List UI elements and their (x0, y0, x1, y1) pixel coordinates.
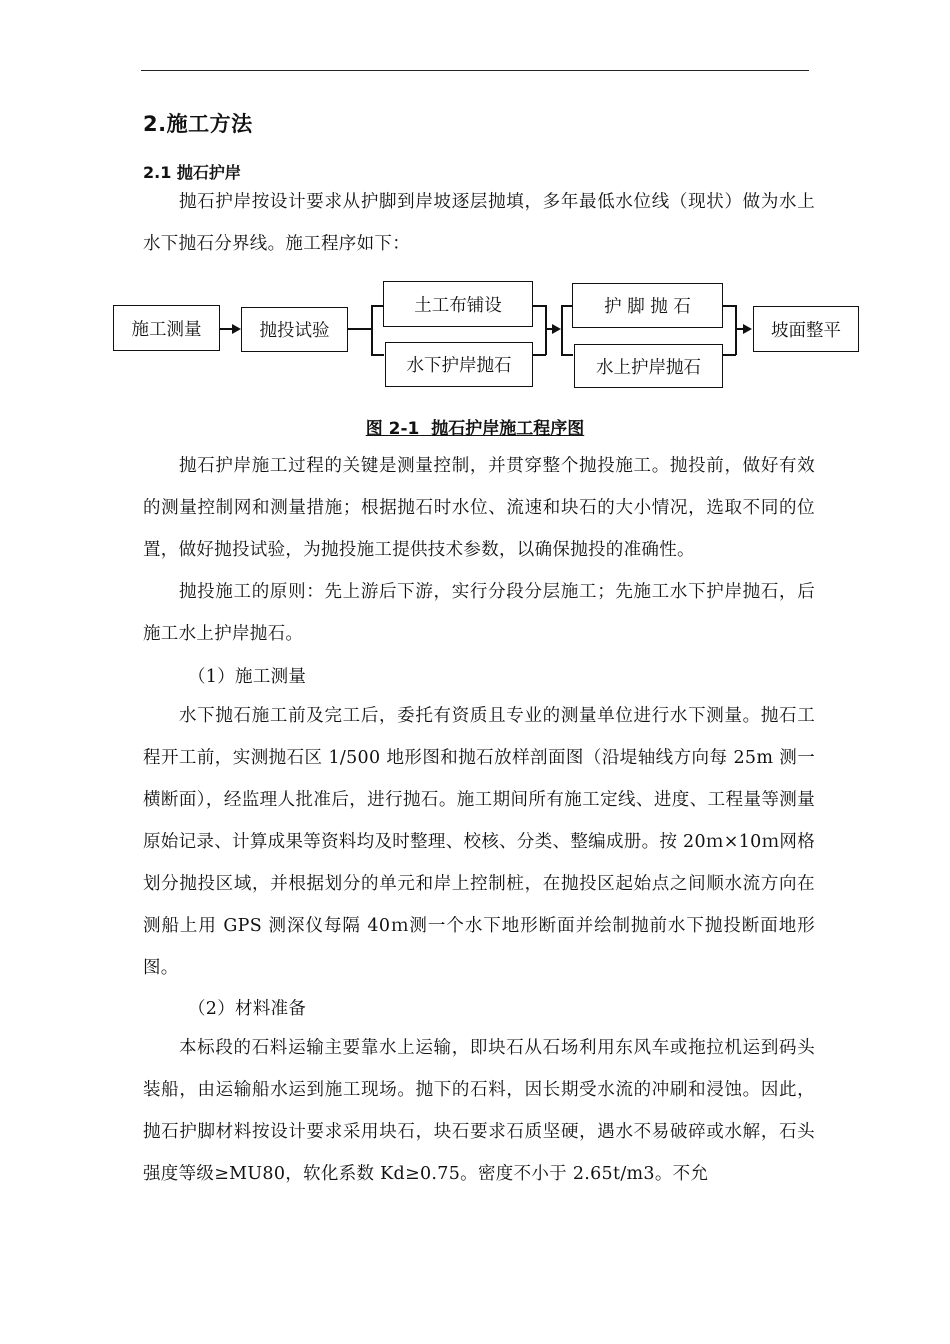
flow-arrow-1-head (232, 324, 241, 334)
figure-caption-title: 抛石护岸施工程序图 (431, 419, 585, 439)
paragraph-measurement-control: 抛石护岸施工过程的关键是测量控制，并贯穿整个抛投施工。抛投前，做好有效的测量控制网和测量措施；根据抛石时水位、流速和块石的大小情况，选取不同的位置，做好抛投试验，为抛投施工提供技术参数，以确保抛投的准确性。 (143, 456, 815, 560)
paragraph-intro: 抛石护岸按设计要求从护脚到岸坡逐层抛填，多年最低水位线（现状）做为水上水下抛石分界线。施工程序如下： (143, 192, 815, 254)
flow-step-toe-riprap: 护 脚 抛 石 (572, 283, 723, 328)
flow-step-slope-leveling: 坡面整平 (753, 306, 859, 352)
subsection-heading: 2.1 抛石护岸 (143, 163, 241, 182)
flow-step-abovewater-riprap: 水上护岸抛石 (574, 344, 723, 388)
flow-bracket-right-1 (545, 305, 547, 355)
figure-caption (0, 414, 950, 439)
flow-step-survey: 施工测量 (113, 305, 220, 351)
flow-bracket-right-2 (735, 305, 737, 355)
subheading-materials: （2）材料准备 (188, 999, 307, 1019)
flow-bracket-left-1-bottom (371, 354, 384, 356)
flow-step-underwater-riprap: 水下护岸抛石 (385, 342, 533, 387)
paragraph-survey: 水下抛石施工前及完工后，委托有资质且专业的测量单位进行水下测量。抛石工程开工前，实测抛石区 1/500 地形图和抛石放样剖面图（沿堤轴线方向每 25m 测一横断面），经监理人批准后，进行抛石。施工期间所有施工定线、进度、工程量等测量原始记录、计算成果等资料均及时整理、校核、分类、整编成册。按 20ｍ×10ｍ网格划分抛投区域，并根据划分的单元和岸上控制桩，在抛投区起始点之间顺水流方向在测船上用 GPS 测深仪每隔 40ｍ测一个水下地形断面并绘制抛前水下抛投断面地形图。 (143, 706, 815, 978)
flow-arrow-3-head (743, 324, 752, 334)
flow-bracket-left-2 (561, 305, 563, 355)
figure-caption-number: 图 2-1 (365, 419, 420, 439)
flow-step-trial-dumping: 抛投试验 (241, 307, 348, 352)
header-rule (141, 70, 809, 71)
paragraph-principles: 抛投施工的原则：先上游后下游，实行分段分层施工；先施工水下护岸抛石，后施工水上护岸抛石。 (143, 582, 815, 644)
flow-bracket-left-1 (371, 305, 373, 355)
flow-bracket-left-2-bottom (561, 354, 573, 356)
flow-arrow-2-head (552, 324, 561, 334)
subheading-survey: （1）施工测量 (188, 667, 307, 687)
flow-connector-1 (348, 328, 372, 330)
paragraph-materials: 本标段的石料运输主要靠水上运输，即块石从石场利用东风车或拖拉机运到码头装船，由运输船水运到施工现场。抛下的石料，因长期受水流的冲刷和浸蚀。因此，抛石护脚材料按设计要求采用块石，块石要求石质坚硬，遇水不易破碎或水解，石头强度等级≥MU80，软化系数 Kd≥0.75。密度不小于 2.65t/m3。不允 (143, 1038, 815, 1184)
flow-step-geotextile: 土工布铺设 (383, 281, 533, 327)
section-heading: 2.施工方法 (143, 112, 253, 136)
